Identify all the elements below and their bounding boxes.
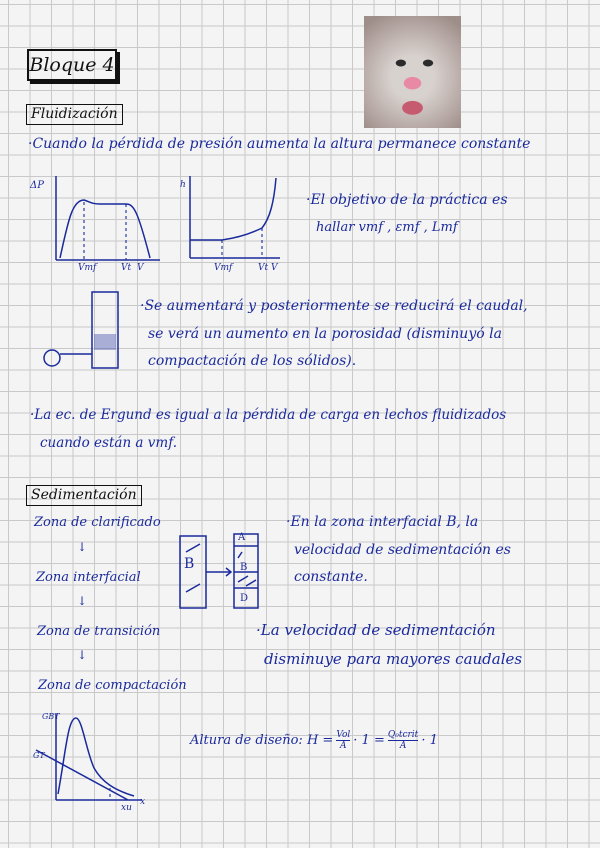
arrow-down-icon: ↓: [77, 540, 88, 554]
label-d: D: [240, 593, 249, 604]
section-heading-fluidizacion: Fluidización: [26, 104, 123, 125]
fraction-q-a: [388, 730, 418, 751]
graph3-xlabel-x: x: [140, 797, 146, 807]
zone-compactacion: Zona de compactación: [38, 678, 187, 693]
graph1-xlabel-vmf: Vmf: [78, 263, 97, 273]
graph3-y2label: GT: [33, 751, 45, 760]
fraction-q-den: A: [399, 741, 407, 751]
label-b-small: B: [240, 562, 248, 573]
interfacial-line-1: ·En la zona interfacial B, la: [286, 514, 479, 530]
graph1-ylabel: ΔP: [30, 180, 44, 191]
particle-bed: [94, 334, 116, 350]
interfacial-line-3: constante.: [294, 569, 368, 585]
caudal-line-1: ·Se aumentará y posteriormente se reducirá el caudal,: [140, 298, 528, 314]
graph2-curve: [190, 178, 276, 240]
graph3-ylabel: GBT: [42, 712, 60, 721]
fraction-vol-a: [336, 730, 350, 751]
label-b: B: [184, 556, 195, 572]
fluid-bed-sketch: [40, 288, 130, 372]
pump-icon: [44, 350, 60, 366]
zone-interfacial: Zona interfacial: [36, 570, 141, 585]
graph1-curve: [60, 200, 150, 258]
fluid-intro: ·Cuando la pérdida de presión aumenta la altura permanece constante: [28, 136, 531, 152]
zone-transicion: Zona de transición: [37, 624, 161, 639]
graph2-xlabel-vt: Vt V: [258, 263, 278, 273]
ergun-line-2: cuando están a vmf.: [40, 435, 178, 451]
caudal-line-2: se verá un aumento en la porosidad (disminuyó la: [148, 326, 502, 342]
caudal-line-3: compactación de los sólidos).: [148, 353, 357, 369]
velocidad-line-1: ·La velocidad de sedimentación: [256, 621, 496, 639]
objective-line-2: hallar vmf , εmf , Lmf: [316, 220, 458, 235]
graph2-ylabel: h: [180, 180, 186, 190]
objective-line-1: ·El objetivo de la práctica es: [306, 192, 508, 208]
design-end: · 1: [421, 733, 438, 748]
graph-pressure-drop: [30, 172, 170, 272]
arrow-down-icon: ↓: [77, 594, 88, 608]
graph3-operating-line: [36, 750, 128, 800]
fraction-vol-den: A: [340, 741, 347, 751]
section-heading-sedimentacion: Sedimentación: [26, 485, 142, 506]
graph1-xlabel-v: V: [137, 263, 144, 273]
cat-photo: [364, 16, 461, 128]
page-title: Bloque 4: [27, 49, 117, 81]
fraction-q-num: Q₀tcrit: [387, 730, 419, 740]
column-b-outline: [180, 536, 206, 608]
design-label: Altura de diseño: H =: [190, 733, 334, 748]
zone-clarificado: Zona de clarificado: [34, 515, 161, 530]
graph3-xlabel-xu: xu: [121, 803, 132, 813]
graph1-xlabel-vt: Vt: [121, 263, 132, 273]
graph-height: [176, 172, 286, 272]
ergun-line-1: ·La ec. de Ergund es igual a la pérdida de carga en lechos fluidizados: [30, 407, 507, 423]
label-a: A: [238, 532, 246, 543]
graph3-curve: [58, 718, 134, 796]
column-outline: [92, 292, 118, 368]
graph2-xlabel-vmf: Vmf: [214, 263, 233, 273]
design-mid: · 1 =: [353, 733, 385, 748]
velocidad-line-2: disminuye para mayores caudales: [264, 650, 523, 668]
graph-flux: [30, 710, 150, 810]
fraction-vol-num: Vol: [336, 730, 351, 740]
interfacial-line-2: velocidad de sedimentación es: [294, 542, 511, 558]
arrow-down-icon: ↓: [77, 648, 88, 662]
design-formula: [190, 730, 438, 751]
